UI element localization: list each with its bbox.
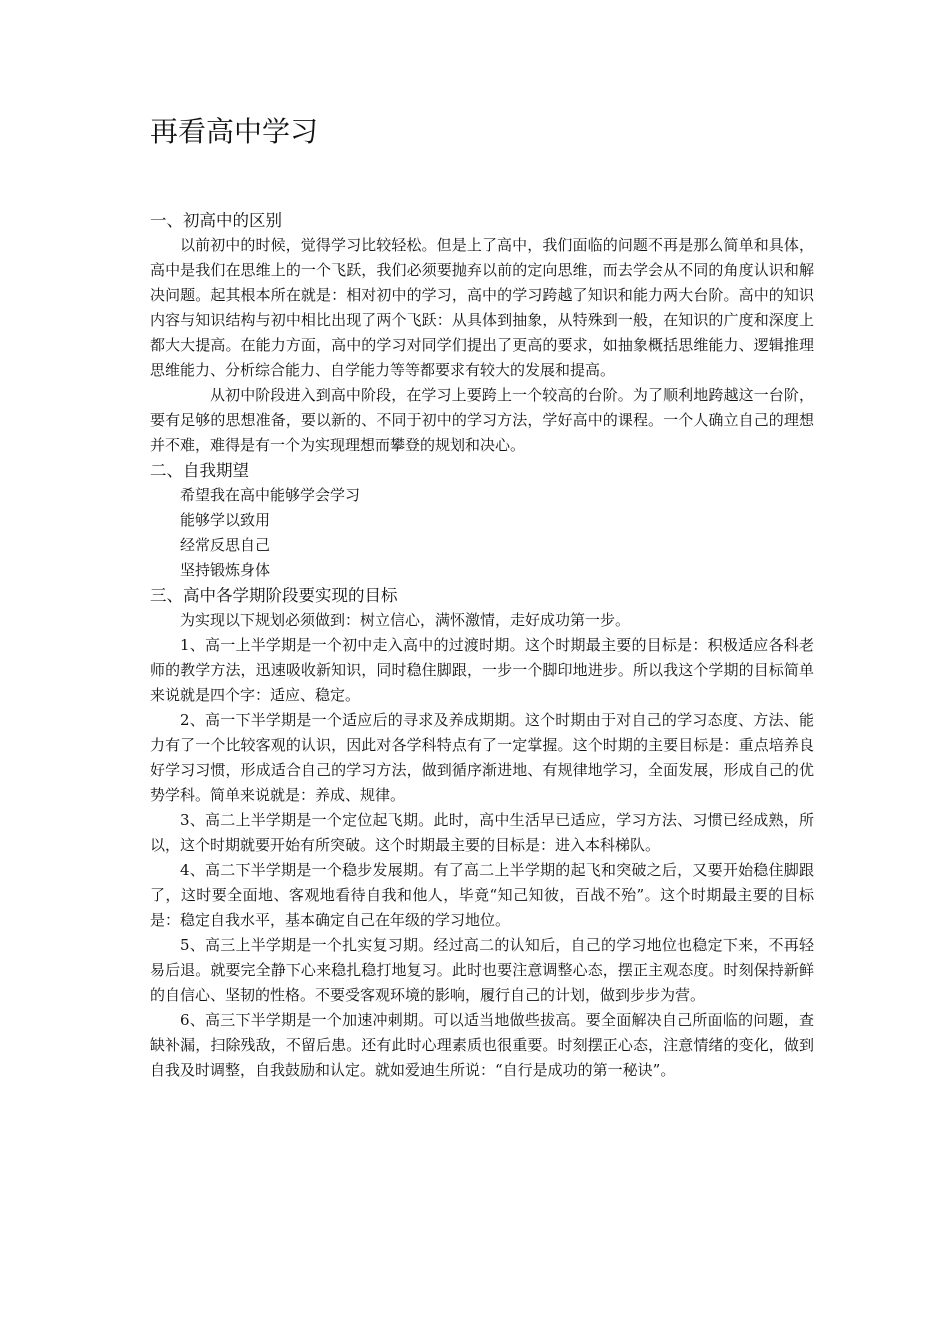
goal-paragraph: 3、高二上半学期是一个定位起飞期。此时，高中生活早已适应，学习方法、习惯已经成熟，所以，这个时期就要开始有所突破。这个时期最主要的目标是：进入本科梯队。 (150, 811, 814, 854)
goal-paragraph: 6、高三下半学期是一个加速冲刺期。可以适当地做些拔高。要全面解决自己所面临的问题，查缺补漏，扫除残敌，不留后患。还有此时心理素质也很重要。时刻摆正心态，注意情绪的变化，做到自我及时调整，自我鼓励和认定。就如爱迪生所说：“自行是成功的第一秘诀”。 (150, 1011, 814, 1079)
goal-paragraph: 1、高一上半学期是一个初中走入高中的过渡时期。这个时期最主要的目标是：积极适应各科老师的教学方法，迅速吸收新知识，同时稳住脚跟，一步一个脚印地进步。所以我这个学期的目标简单来说就是四个字：适应、稳定。 (150, 636, 814, 704)
document-body (150, 208, 814, 1083)
document-title: 再看高中学习 (150, 115, 319, 148)
goal-paragraph: 5、高三上半学期是一个扎实复习期。经过高二的认知后，自己的学习地位也稳定下来，不再轻易后退。就要完全静下心来稳扎稳打地复习。此时也要注意调整心态，摆正主观态度。时刻保持新鲜的自信心、坚韧的性格。不要受客观环境的影响，履行自己的计划，做到步步为营。 (150, 936, 814, 1004)
goal-paragraph: 4、高二下半学期是一个稳步发展期。有了高二上半学期的起飞和突破之后，又要开始稳住脚跟了，这时要全面地、客观地看待自我和他人，毕竟“知己知彼，百战不殆”。这个时期最主要的目标是：稳定自我水平，基本确定自己在年级的学习地位。 (150, 861, 814, 929)
list-item: 能够学以致用 (180, 511, 271, 529)
list-item: 希望我在高中能够学会学习 (180, 486, 361, 504)
paragraph: 以前初中的时候，觉得学习比较轻松。但是上了高中，我们面临的问题不再是那么简单和具体，高中是我们在思维上的一个飞跃，我们必须要抛弃以前的定向思维，而去学会从不同的角度认识和解决问题。起其根本所在就是：相对初中的学习，高中的学习跨越了知识和能力两大台阶。高中的知识内容与知识结构与初中相比出现了两个飞跃：从具体到抽象，从特殊到一般，在知识的广度和深度上都大大提高。在能力方面，高中的学习对同学们提出了更高的要求，如抽象概括思维能力、逻辑推理思维能力、分析综合能力、自学能力等等都要求有较大的发展和提高。 (150, 236, 814, 379)
section-heading-differences: 一、初高中的区别 (150, 211, 282, 230)
list-item: 经常反思自己 (180, 536, 271, 554)
section-heading-expectations: 二、自我期望 (150, 461, 249, 480)
paragraph: 为实现以下规划必须做到：树立信心，满怀激情，走好成功第一步。 (180, 611, 631, 629)
section-heading-goals: 三、高中各学期阶段要实现的目标 (150, 586, 398, 605)
paragraph: 从初中阶段进入到高中阶段，在学习上要跨上一个较高的台阶。为了顺利地跨越这一台阶，要有足够的思想准备，要以新的、不同于初中的学习方法，学好高中的课程。一个人确立自己的理想并不难，难得是有一个为实现理想而攀登的规划和决心。 (150, 386, 814, 454)
list-item: 坚持锻炼身体 (180, 561, 271, 579)
goal-paragraph: 2、高一下半学期是一个适应后的寻求及养成期期。这个时期由于对自己的学习态度、方法、能力有了一个比较客观的认识，因此对各学科特点有了一定掌握。这个时期的主要目标是：重点培养良好学习习惯，形成适合自己的学习方法，做到循序渐进地、有规律地学习，全面发展，形成自己的优势学科。简单来说就是：养成、规律。 (150, 711, 814, 804)
